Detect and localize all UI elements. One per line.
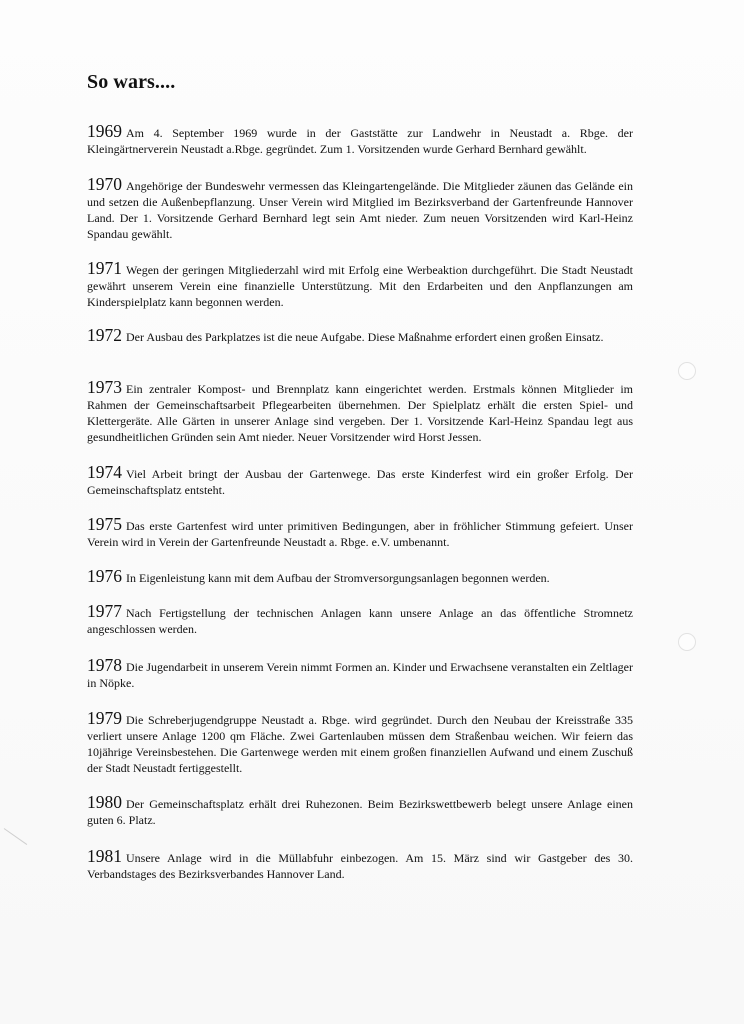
entry-year: 1980 [87,792,122,812]
entry-text: Unsere Anlage wird in die Müllabfuhr einbezogen. Am 15. März sind wir Gastgeber des 30. Verbandstages des Bezirksverbandes Hannover Land. [87,851,633,881]
entry-year: 1978 [87,655,122,675]
entry-text: Ein zentraler Kompost- und Brennplatz kann eingerichtet werden. Erstmals können Mitglieder im Rahmen der Gemeinschaftsarbeit Pflegearbeiten übernehmen. Der Spielplatz erhält die ersten Spiel- und Klettergeräte. Alle Gärten in unserer Anlage sind vergeben. Der 1. Vorsitzende Karl-Heinz Spandau legt aus gesundheitlichen Gründen sein Amt nieder. Neuer Vorsitzender wird Horst Jessen. [87,382,633,444]
entry-text: Die Schreberjugendgruppe Neustadt a. Rbge. wird gegründet. Durch den Neubau der Kreisstraße 335 verliert unsere Anlage 1200 qm Fläche. Zwei Gartenlauben müssen dem Straßenbau weichen. Wir feiern das 10jährige Vereinsbestehen. Die Gartenwege werden mit einem großen finanziellen Aufwand und einem Zuschuß der Stadt Neustadt fertiggestellt. [87,713,633,775]
chronicle-entry [87,516,633,550]
entry-year: 1981 [87,846,122,866]
chronicle-entry [87,327,633,345]
punch-hole [678,633,696,651]
chronicle-entry [87,379,633,445]
punch-hole [678,362,696,380]
chronicle-entry [87,794,633,828]
entry-year: 1973 [87,377,122,397]
chronicle-entry [87,260,633,310]
chronicle-entry [87,657,633,691]
entry-text: Nach Fertigstellung der technischen Anlagen kann unsere Anlage an das öffentliche Stromnetz angeschlossen werden. [87,606,633,636]
entry-year: 1970 [87,174,122,194]
entry-text: In Eigenleistung kann mit dem Aufbau der Stromversorgungsanlagen begonnen werden. [126,571,550,585]
entry-year: 1972 [87,325,122,345]
entry-text: Das erste Gartenfest wird unter primitiven Bedingungen, aber in fröhlicher Stimmung gefeiert. Unser Verein wird in Verein der Gartenfreunde Neustadt a. Rbge. e.V. umbenannt. [87,519,633,549]
entry-year: 1971 [87,258,122,278]
entry-text: Viel Arbeit bringt der Ausbau der Gartenwege. Das erste Kinderfest wird ein großer Erfolg. Der Gemeinschaftsplatz entsteht. [87,467,633,497]
entry-year: 1969 [87,121,122,141]
entry-year: 1974 [87,462,122,482]
entry-text: Die Jugendarbeit in unserem Verein nimmt Formen an. Kinder und Erwachsene veranstalten ein Zeltlager in Nöpke. [87,660,633,690]
chronicle-entry [87,568,633,586]
paper-mark [4,828,28,845]
chronicle-entry [87,848,633,882]
entry-year: 1979 [87,708,122,728]
entry-year: 1977 [87,601,122,621]
chronicle-entry [87,176,633,242]
chronicle-entry [87,710,633,776]
entry-year: 1975 [87,514,122,534]
entry-text: Angehörige der Bundeswehr vermessen das Kleingartengelände. Die Mitglieder zäunen das Gelände ein und setzen die Außenbepflanzung. Unser Verein wird Mitglied im Bezirksverband der Gartenfreunde Hannover Land. Der 1. Vorsitzende Gerhard Bernhard legt sein Amt nieder. Zum neuen Vorsitzenden wird Karl-Heinz Spandau gewählt. [87,179,633,241]
entry-text: Wegen der geringen Mitgliederzahl wird mit Erfolg eine Werbeaktion durchgeführt. Die Stadt Neustadt gewährt unserem Verein eine finanzielle Unterstützung. Mit den Erdarbeiten und den Anpflanzungen am Kinderspielplatz kann begonnen werden. [87,263,633,309]
chronicle-entry [87,603,633,637]
chronicle-entry [87,123,633,157]
entry-text: Der Gemeinschaftsplatz erhält drei Ruhezonen. Beim Bezirkswettbewerb belegt unsere Anlage einen guten 6. Platz. [87,797,633,827]
entry-year: 1976 [87,566,122,586]
chronicle-entry [87,464,633,498]
entry-text: Der Ausbau des Parkplatzes ist die neue Aufgabe. Diese Maßnahme erfordert einen großen Einsatz. [126,330,604,344]
entry-text: Am 4. September 1969 wurde in der Gaststätte zur Landwehr in Neustadt a. Rbge. der Kleingärtnerverein Neustadt a.Rbge. gegründet. Zum 1. Vorsitzenden wurde Gerhard Bernhard gewählt. [87,126,633,156]
page-title: So wars.... [87,71,176,93]
